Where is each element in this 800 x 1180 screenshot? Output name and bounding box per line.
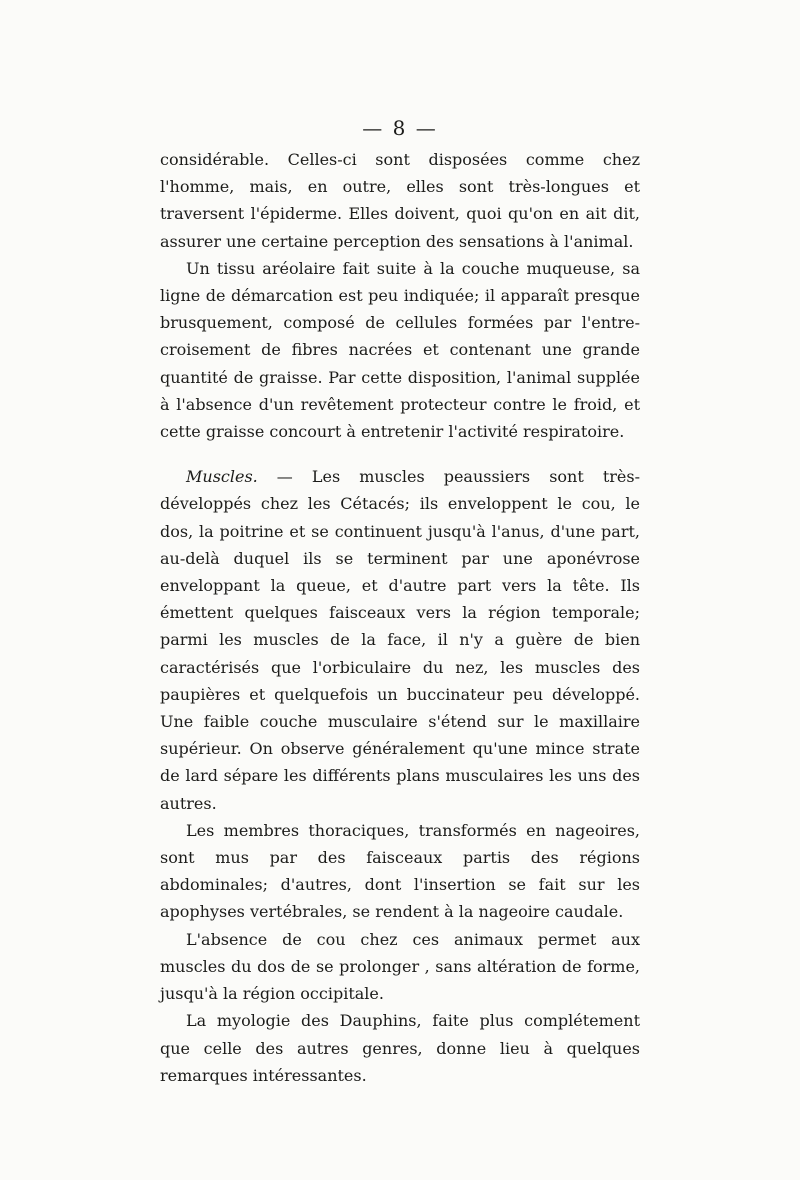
paragraph-muscles: [160, 463, 640, 817]
page-number: — 8 —: [362, 116, 438, 140]
paragraph-thoracic-limbs: Les membres thoraciques, transformés en nageoires, sont mus par des faisceaux partis des régions abdominales; d'autres, dont l'insertion se fait sur les apophyses vertébrales, se rendent à la nageoire caudale.: [160, 820, 640, 922]
page-body: [160, 146, 640, 1089]
paragraph-dolphin-myology: La myologie des Dauphins, faite plus complétement que celle des autres genres, donne lieu à quelques remarques intéressantes.: [160, 1011, 640, 1085]
section-label-muscles: Muscles.: [186, 467, 258, 487]
paragraph-areolar-tissue: Un tissu aréolaire fait suite à la couche muqueuse, sa ligne de démarcation est peu indiquée; il apparaît presque brusquement, composé de cellules formées par l'entre-croisement de fibres nacrées et contenant une grande quantité de graisse. Par cette disposition, l'animal supplée à l'absence d'un revêtement protecteur contre le froid, et cette graisse concourt à entretenir l'activité respiratoire.: [160, 258, 640, 442]
paragraph-neck-absence: L'absence de cou chez ces animaux permet aux muscles du dos de se prolonger , sans altération de forme, jusqu'à la région occipitale.: [160, 929, 640, 1004]
section-gap: [160, 445, 640, 463]
paragraph-muscles-text: — Les muscles peaussiers sont très-développés chez les Cétacés; ils enveloppent le cou, le dos, la poitrine et se continuent jusqu'à l'anus, d'une part, au-delà duquel ils se terminent par une aponévrose enveloppant la queue, et d'autre part vers la tête. Ils émettent quelques faisceaux vers la région temporale; parmi les muscles de la face, il n'y a guère de bien caractérisés que l'orbiculaire du nez, les muscles des paupières et quelquefois un buccinateur peu développé. Une faible couche musculaire s'étend sur le maxillaire supérieur. On observe généralement qu'une mince strate de lard sépare les différents plans musculaires les uns des autres.: [160, 467, 640, 813]
paragraph-continuation: considérable. Celles-ci sont disposées comme chez l'homme, mais, en outre, elles sont très-longues et traversent l'épiderme. Elles doivent, quoi qu'on en ait dit, assurer une certaine perception des sensations à l'animal.: [160, 150, 640, 251]
